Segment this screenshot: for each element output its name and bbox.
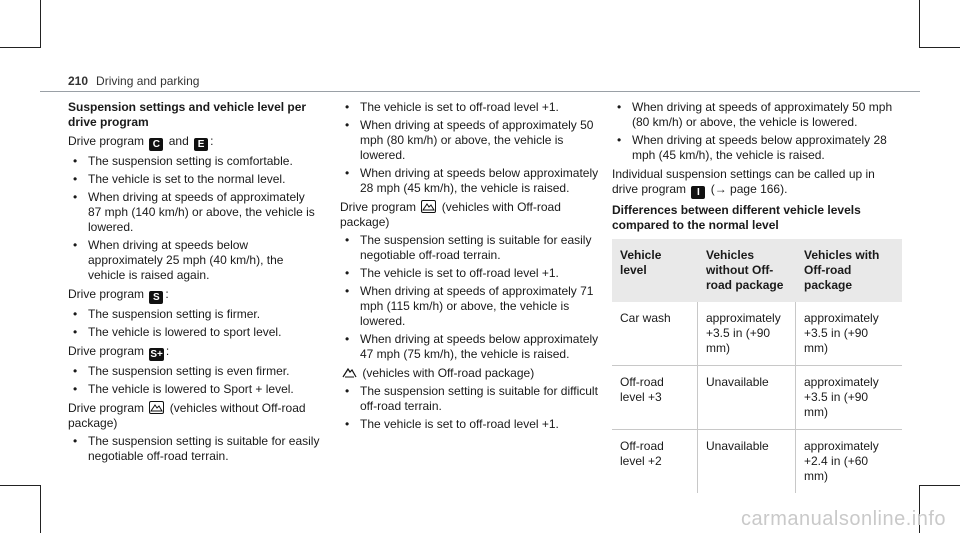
crop-mark xyxy=(0,47,41,48)
list-item: • The suspension setting is suitable for difficult off-road terrain. xyxy=(340,384,602,414)
table-cell: approximately +3.5 in (+90 mm) xyxy=(796,366,902,430)
crop-mark xyxy=(0,485,41,486)
table-row xyxy=(612,366,902,430)
list-item: • The suspension setting is suitable for easily negotiable off-road terrain. xyxy=(340,233,602,263)
drive-program-s-list xyxy=(68,307,320,340)
drive-program-c-list xyxy=(68,154,320,283)
drive-program-offroad-list xyxy=(68,434,320,464)
watermark: carmanualsonline.info xyxy=(740,508,946,530)
list-item: • When driving at speeds of approximately 71 mph (115 km/h) or above, the vehicle is lowered. xyxy=(340,284,602,329)
list-item: • The vehicle is lowered to Sport + level. xyxy=(68,382,320,397)
list-item: • When driving at speeds of approximately 50 mph (80 km/h) or above, the vehicle is lowered. xyxy=(612,100,902,130)
offroadplus-continued-list xyxy=(612,100,902,163)
drive-program-offroad-intro: Drive program (vehicles without Off-road package) xyxy=(68,401,306,430)
column-header: Vehicles without Off-road package xyxy=(698,239,796,302)
page-header xyxy=(68,74,199,88)
list-item: • When driving at speeds below approximately 28 mph (45 km/h), the vehicle is raised. xyxy=(612,133,902,163)
table-cell: Car wash xyxy=(612,302,698,366)
section-heading: Suspension settings and vehicle level per drive program xyxy=(68,100,307,129)
offroad-mountain-icon xyxy=(149,401,164,414)
vehicle-level-table xyxy=(612,239,902,493)
list-item: • When driving at speeds of approximately 50 mph (80 km/h) or above, the vehicle is lowered. xyxy=(340,118,602,163)
table-cell: approximately +3.5 in (+90 mm) xyxy=(698,302,796,366)
section-title: Driving and parking xyxy=(96,74,200,88)
column-right xyxy=(612,100,902,493)
header-divider xyxy=(40,91,920,92)
page-number: 210 xyxy=(68,74,89,88)
individual-settings-text: Individual suspension settings can be called up in drive program I (→ page 166). xyxy=(612,167,875,198)
drive-program-offroad-pkg-intro: Drive program (vehicles with Off-road package) xyxy=(340,200,561,229)
list-item: • The suspension setting is even firmer. xyxy=(68,364,320,379)
list-item: • The suspension setting is comfortable. xyxy=(68,154,320,169)
page-reference-link[interactable]: (→ page 166). xyxy=(710,182,788,196)
drive-program-splus-intro: Drive program S+ : xyxy=(68,344,170,360)
offroad-plus-icon xyxy=(342,366,357,379)
offroad-continued-list xyxy=(340,100,602,196)
list-item: • The vehicle is lowered to sport level. xyxy=(68,325,320,340)
list-item: • When driving at speeds of approximately 87 mph (140 km/h) or above, the vehicle is lowered. xyxy=(68,190,320,235)
column-left xyxy=(68,100,320,468)
list-item: • The vehicle is set to off-road level +1. xyxy=(340,266,602,281)
drive-program-splus-icon: S+ xyxy=(150,349,163,360)
drive-program-offroadplus-list xyxy=(340,384,602,432)
list-item: • The vehicle is set to the normal level. xyxy=(68,172,320,187)
drive-program-offroad-pkg-list xyxy=(340,233,602,362)
table-row xyxy=(612,430,902,493)
crop-mark xyxy=(40,485,41,533)
column-header: Vehicle level xyxy=(612,239,698,302)
table-heading: Differences between different vehicle levels compared to the normal level xyxy=(612,203,861,232)
list-item: • The suspension setting is firmer. xyxy=(68,307,320,322)
table-cell: Off-road level +2 xyxy=(612,430,698,493)
list-item: • The suspension setting is suitable for easily negotiable off-road terrain. xyxy=(68,434,320,464)
table-cell: Off-road level +3 xyxy=(612,366,698,430)
column-middle xyxy=(340,100,602,436)
table-header-row xyxy=(612,239,902,302)
drive-program-e-icon: E xyxy=(194,138,208,151)
list-item: • When driving at speeds below approximately 28 mph (45 km/h), the vehicle is raised. xyxy=(340,166,602,196)
drive-program-i-icon: I xyxy=(691,186,705,199)
drive-program-splus-list xyxy=(68,364,320,397)
drive-program-s-icon: S xyxy=(149,291,163,304)
table-cell: approximately +2.4 in (+60 mm) xyxy=(804,439,879,483)
column-header: Vehicles with Off-road package xyxy=(796,239,902,302)
drive-program-c-intro: Drive program C and E : xyxy=(68,134,214,150)
list-item: • When driving at speeds below approximately 25 mph (40 km/h), the vehicle is raised again. xyxy=(68,238,320,283)
table-cell: approximately +3.5 in (+90 mm) xyxy=(796,302,902,366)
crop-mark xyxy=(919,0,920,48)
drive-program-offroadplus-intro: (vehicles with Off-road package) xyxy=(340,366,602,381)
list-item: • The vehicle is set to off-road level +1. xyxy=(340,100,602,115)
table-cell: Unavailable xyxy=(698,366,796,430)
drive-program-c-icon: C xyxy=(149,138,163,151)
list-item: • When driving at speeds below approximately 47 mph (75 km/h), the vehicle is raised. xyxy=(340,332,602,362)
crop-mark xyxy=(40,0,41,48)
table-row xyxy=(612,302,902,366)
offroad-mountain-icon xyxy=(421,200,436,213)
crop-mark xyxy=(919,47,960,48)
crop-mark xyxy=(919,485,960,486)
drive-program-s-intro: Drive program S : xyxy=(68,287,169,303)
list-item: • The vehicle is set to off-road level +1. xyxy=(340,417,602,432)
table-cell: Unavailable xyxy=(698,430,796,493)
